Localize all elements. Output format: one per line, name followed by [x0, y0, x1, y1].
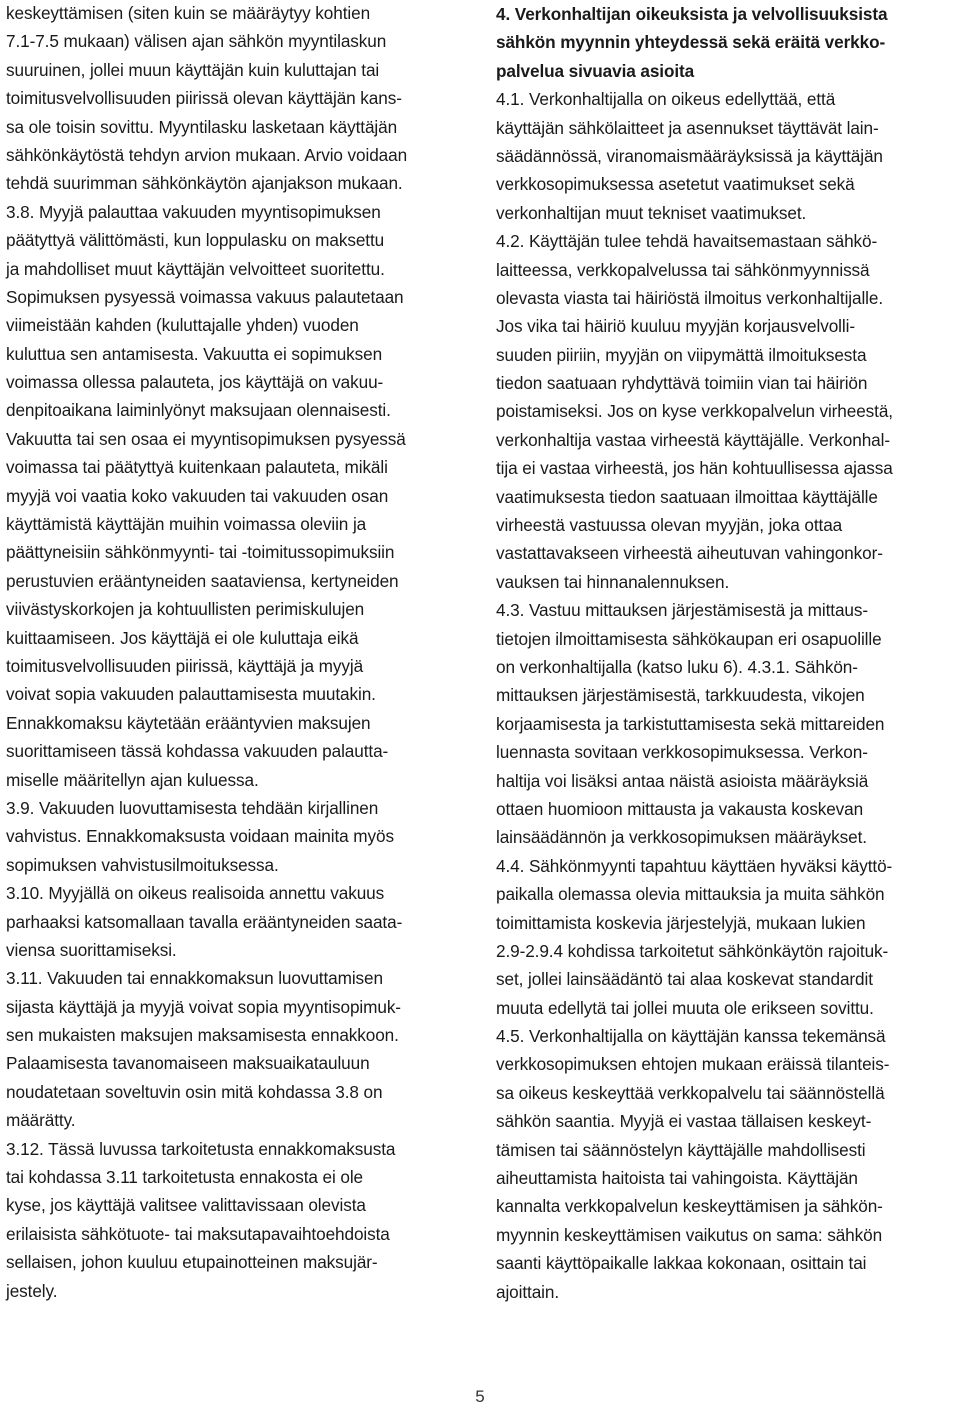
text-line: tija ei vastaa virheestä, jos hän kohtuullisessa ajassa	[496, 458, 893, 479]
text-line: viensa suorittamiseksi.	[6, 939, 177, 960]
text-line: ottaen huomioon mittausta ja vakausta koskevan	[496, 798, 864, 819]
text-line: suuruinen, jollei muun käyttäjän kuin kuluttajan tai	[6, 59, 380, 80]
right-column	[496, 0, 958, 1306]
heading-line: sähkön myynnin yhteydessä sekä eräitä verkko-	[496, 32, 886, 53]
text-line: myynnin keskeyttämisen vaikutus on sama: sähkön	[496, 1224, 883, 1245]
text-line: sa oikeus keskeyttää verkkopalvelu tai säännöstellä	[496, 1082, 885, 1103]
text-line: 4.4. Sähkönmyynti tapahtuu käyttäen hyväksi käyttö-	[496, 855, 893, 876]
text-line: Palaamisesta tavanomaiseen maksuaikatauluun	[6, 1053, 370, 1074]
text-line: voimassa ollessa palauteta, jos käyttäjä on vakuu-	[6, 372, 384, 393]
text-line: 3.10. Myyjällä on oikeus realisoida annettu vakuus	[6, 883, 385, 904]
text-line: sellaisen, johon kuuluu etupainotteinen maksujär-	[6, 1252, 378, 1273]
text-line: Sopimuksen pysyessä voimassa vakuus palautetaan	[6, 286, 404, 307]
text-line: verkonhaltija vastaa virheestä käyttäjälle. Verkonhal-	[496, 429, 890, 450]
text-line: viimeistään kahden (kuluttajalle yhden) vuoden	[6, 315, 359, 336]
text-line: kuluttua sen antamisesta. Vakuutta ei sopimuksen	[6, 343, 383, 364]
text-line: Jos vika tai häiriö kuuluu myyjän korjausvelvolli-	[496, 316, 855, 337]
text-line: vastattavakseen virheestä aiheutuvan vahingonkor-	[496, 543, 883, 564]
text-line: 3.11. Vakuuden tai ennakkomaksun luovuttamisen	[6, 968, 383, 989]
text-line: sa ole toisin sovittu. Myyntilasku lasketaan käyttäjän	[6, 116, 398, 137]
text-line: myyjä voi vaatia koko vakuuden tai vakuuden osan	[6, 485, 389, 506]
text-line: vaatimuksesta tiedon saatuaan ilmoittaa käyttäjälle	[496, 486, 878, 507]
text-line: 7.1-7.5 mukaan) välisen ajan sähkön myyntilaskun	[6, 31, 387, 52]
heading-line: 4. Verkonhaltijan oikeuksista ja velvollisuuksista	[496, 4, 888, 24]
text-line: Ennakkomaksu käytetään erääntyvien maksujen	[6, 712, 371, 733]
text-line: mittauksen järjestämisestä, tarkkuudesta, vikojen	[496, 685, 865, 706]
text-line: virheestä vastuussa olevan myyjän, joka ottaa	[496, 515, 843, 536]
text-line: 3.9. Vakuuden luovuttamisesta tehdään kirjallinen	[6, 797, 379, 818]
text-line: jestely.	[6, 1280, 58, 1301]
text-line: ajoittain.	[496, 1281, 560, 1302]
text-line: 4.1. Verkonhaltijalla on oikeus edellyttää, että	[496, 89, 836, 110]
section-body	[496, 85, 958, 1306]
text-line: verkonhaltijan muut tekniset vaatimukset.	[496, 202, 807, 223]
text-line: päätyttyä välittömästi, kun loppulasku on maksettu	[6, 230, 385, 251]
text-line: käyttäjän sähkölaitteet ja asennukset täyttävät lain-	[496, 117, 879, 138]
text-line: olevasta viasta tai häiriöstä ilmoitus verkonhaltijalle.	[496, 287, 884, 308]
text-line: korjaamisesta ja tarkistuttamisesta sekä mittareiden	[496, 713, 885, 734]
text-line: päättyneisiin sähkönmyynti- tai -toimitussopimuksiin	[6, 542, 395, 563]
text-line: toimitusvelvollisuuden piirissä olevan käyttäjän kans-	[6, 88, 402, 109]
text-line: denpitoaikana laiminlyönyt maksujaan olennaisesti.	[6, 400, 391, 421]
text-line: lainsäädännön ja verkkosopimuksen määräykset.	[496, 827, 867, 848]
text-line: vauksen tai hinnanalennuksen.	[496, 571, 730, 592]
text-line: saanti käyttöpaikalle lakkaa kokonaan, osittain tai	[496, 1253, 867, 1274]
text-line: paikalla olemassa olevia mittauksia ja muita sähkön	[496, 884, 885, 905]
text-line: 4.5. Verkonhaltijalla on käyttäjän kanssa tekemänsä	[496, 1026, 886, 1047]
text-line: tiedon saatuaan ryhdyttävä toimiin vian tai häiriön	[496, 373, 868, 394]
text-line: toimitusvelvollisuuden piirissä, käyttäjä ja myyjä	[6, 655, 364, 676]
text-line: kyse, jos käyttäjä valitsee valittavissaan olevista	[6, 1195, 366, 1216]
text-line: käyttämistä käyttäjän muihin voimassa oleviin ja	[6, 514, 367, 535]
text-line: sähkönkäytöstä tehdyn arvion mukaan. Arvio voidaan	[6, 144, 408, 165]
text-line: kuittaamiseen. Jos käyttäjä ei ole kuluttaja eikä	[6, 627, 359, 648]
text-line: muuta edellytä tai jollei muuta ole erikseen sovittu.	[496, 997, 874, 1018]
text-line: säädännössä, viranomaismääräyksissä ja käyttäjän	[496, 145, 883, 166]
text-line: perustuvien erääntyneiden saataviensa, kertyneiden	[6, 570, 399, 591]
text-line: 4.2. Käyttäjän tulee tehdä havaitsemastaan sähkö-	[496, 231, 878, 252]
text-line: laitteessa, verkkopalvelussa tai sähkönmyynnissä	[496, 259, 870, 280]
text-line: poistamiseksi. Jos on kyse verkkopalvelun virheestä,	[496, 401, 893, 422]
text-line: suuden piiriin, myyjän on viipymättä ilmoituksesta	[496, 344, 867, 365]
text-line: 3.8. Myyjä palauttaa vakuuden myyntisopimuksen	[6, 201, 381, 222]
text-line: parhaaksi katsomallaan tavalla erääntyneiden saata-	[6, 911, 403, 932]
text-line: 3.12. Tässä luvussa tarkoitetusta ennakkomaksusta	[6, 1138, 396, 1159]
text-line: tehdä suurimman sähkönkäytön ajanjakson mukaan.	[6, 173, 403, 194]
text-line: verkkosopimuksen ehtojen mukaan eräissä tilanteis-	[496, 1054, 890, 1075]
text-line: tai kohdassa 3.11 tarkoitetusta ennakosta ei ole	[6, 1167, 364, 1188]
text-line: määrätty.	[6, 1110, 76, 1131]
text-line: ja mahdolliset muut käyttäjän velvoitteet suoritettu.	[6, 258, 385, 279]
text-line: on verkonhaltijalla (katso luku 6). 4.3.1. Sähkön-	[496, 656, 858, 677]
text-line: toimittamista koskevia järjestelyjä, mukaan lukien	[496, 912, 866, 933]
text-line: viivästyskorkojen ja kohtuullisten perimiskulujen	[6, 599, 365, 620]
text-line: tietojen ilmoittamisesta sähkökaupan eri osapuolille	[496, 628, 882, 649]
left-column	[6, 0, 470, 1305]
text-line: noudatetaan soveltuvin osin mitä kohdassa 3.8 on	[6, 1081, 383, 1102]
text-line: sopimuksen vahvistusilmoituksessa.	[6, 854, 279, 875]
text-line: verkkosopimuksessa asetetut vaatimukset sekä	[496, 174, 855, 195]
text-line: miselle määritellyn ajan kuluessa.	[6, 769, 259, 790]
text-line: erilaisista sähkötuote- tai maksutapavaihtoehdoista	[6, 1223, 390, 1244]
text-line: vahvistus. Ennakkomaksusta voidaan mainita myös	[6, 826, 394, 847]
text-line: haltija voi lisäksi antaa näistä asioista määräyksiä	[496, 770, 869, 791]
text-line: voimassa tai päätyttyä kuitenkaan palauteta, mikäli	[6, 457, 388, 478]
text-line: aiheuttamista haitoista tai vahingoista. Käyttäjän	[496, 1168, 858, 1189]
heading-line: palvelua sivuavia asioita	[496, 60, 695, 81]
text-line: tämisen tai säännöstelyn käyttäjälle mahdollisesti	[496, 1139, 866, 1160]
text-line: set, jollei lainsäädäntö tai alaa koskevat standardit	[496, 969, 873, 990]
text-line: sähkön saantia. Myyjä ei vastaa tällaisen keskeyt-	[496, 1111, 872, 1132]
text-line: suorittamiseen tässä kohdassa vakuuden palautta-	[6, 741, 389, 762]
text-line: kannalta verkkopalvelun keskeyttämisen ja sähkön-	[496, 1196, 883, 1217]
text-line: 2.9-2.9.4 kohdissa tarkoitetut sähkönkäytön rajoituk-	[496, 940, 889, 961]
text-line: sijasta käyttäjä ja myyjä voivat sopia myyntisopimuk-	[6, 996, 401, 1017]
page-number: 5	[475, 1387, 485, 1406]
text-line: 4.3. Vastuu mittauksen järjestämisestä ja mittaus-	[496, 600, 869, 621]
text-line: voivat sopia vakuuden palauttamisesta muutakin.	[6, 684, 376, 705]
text-line: Vakuutta tai sen osaa ei myyntisopimuksen pysyessä	[6, 428, 406, 449]
text-line: sen mukaisten maksujen maksamisesta ennakkoon.	[6, 1025, 399, 1046]
text-line: keskeyttämisen (siten kuin se määräytyy kohtien	[6, 3, 371, 23]
text-line: luennasta sovitaan verkkosopimuksessa. Verkon-	[496, 742, 868, 763]
section-heading	[496, 0, 958, 85]
